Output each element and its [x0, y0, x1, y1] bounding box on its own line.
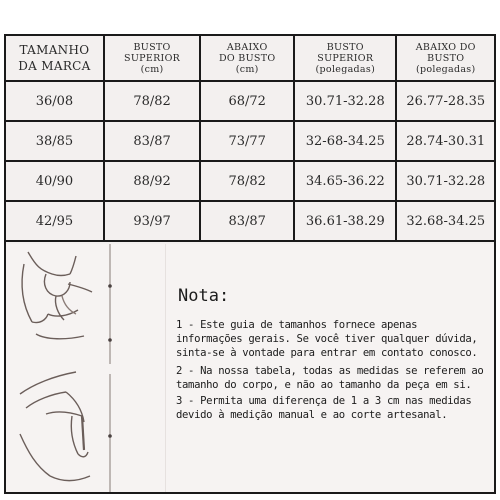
- note-line: 3 - Permita uma diferença de 1 a 3 cm nas medidas: [176, 395, 472, 407]
- table-cell: 38/85: [6, 122, 105, 162]
- header-underbust-cm: ABAIXO DO BUSTO (cm): [201, 36, 295, 82]
- table-cell: 68/72: [201, 82, 295, 122]
- table-cell: 93/97: [105, 202, 201, 242]
- bust-measure-figure-icon: [22, 252, 92, 339]
- table-cell: 32-68-34.25: [295, 122, 397, 162]
- table-cell: 40/90: [6, 162, 105, 202]
- table-cell: 34.65-36.22: [295, 162, 397, 202]
- note-line: tamanho do corpo, e não ao tamanho da peça em si.: [176, 379, 472, 391]
- underbust-measure-figure-icon: [20, 372, 90, 481]
- header-brand-size: TAMANHO DA MARCA: [6, 36, 105, 82]
- table-cell: 88/92: [105, 162, 201, 202]
- table-row: [6, 162, 494, 202]
- table-row: [6, 122, 494, 162]
- table-cell: 36/08: [6, 82, 105, 122]
- table-cell: 78/82: [201, 162, 295, 202]
- note-line: informações gerais. Se você tiver qualquer dúvida,: [176, 333, 478, 345]
- table-cell: 32.68-34.25: [397, 202, 494, 242]
- header-bust-cm: BUSTO SUPERIOR (cm): [105, 36, 201, 82]
- note-line: 2 - Na nossa tabela, todas as medidas se referem ao: [176, 365, 484, 377]
- table-cell: 28.74-30.31: [397, 122, 494, 162]
- note-line: 1 - Este guia de tamanhos fornece apenas: [176, 319, 418, 331]
- table-row: [6, 82, 494, 122]
- size-guide-frame: [4, 34, 496, 494]
- table-cell: 30.71-32.28: [397, 162, 494, 202]
- measure-figures-icon: [6, 244, 166, 492]
- size-table: [6, 36, 494, 242]
- table-cell: 42/95: [6, 202, 105, 242]
- table-cell: 26.77-28.35: [397, 82, 494, 122]
- table-cell: 73/77: [201, 122, 295, 162]
- note-line: sinta-se à vontade para entrar em contato conosco.: [176, 347, 478, 359]
- measurement-illustration: [6, 244, 166, 492]
- header-bust-inches: BUSTO SUPERIOR (polegadas): [295, 36, 397, 82]
- header-underbust-inches: ABAIXO DO BUSTO (polegadas): [397, 36, 494, 82]
- notes-title: Nota:: [178, 286, 230, 306]
- table-row: [6, 202, 494, 242]
- table-header-row: [6, 36, 494, 82]
- table-cell: 83/87: [201, 202, 295, 242]
- table-cell: 83/87: [105, 122, 201, 162]
- table-cell: 36.61-38.29: [295, 202, 397, 242]
- note-line: devido à medição manual e ao corte artesanal.: [176, 409, 448, 421]
- notes-section: [6, 244, 494, 492]
- table-cell: 30.71-32.28: [295, 82, 397, 122]
- table-cell: 78/82: [105, 82, 201, 122]
